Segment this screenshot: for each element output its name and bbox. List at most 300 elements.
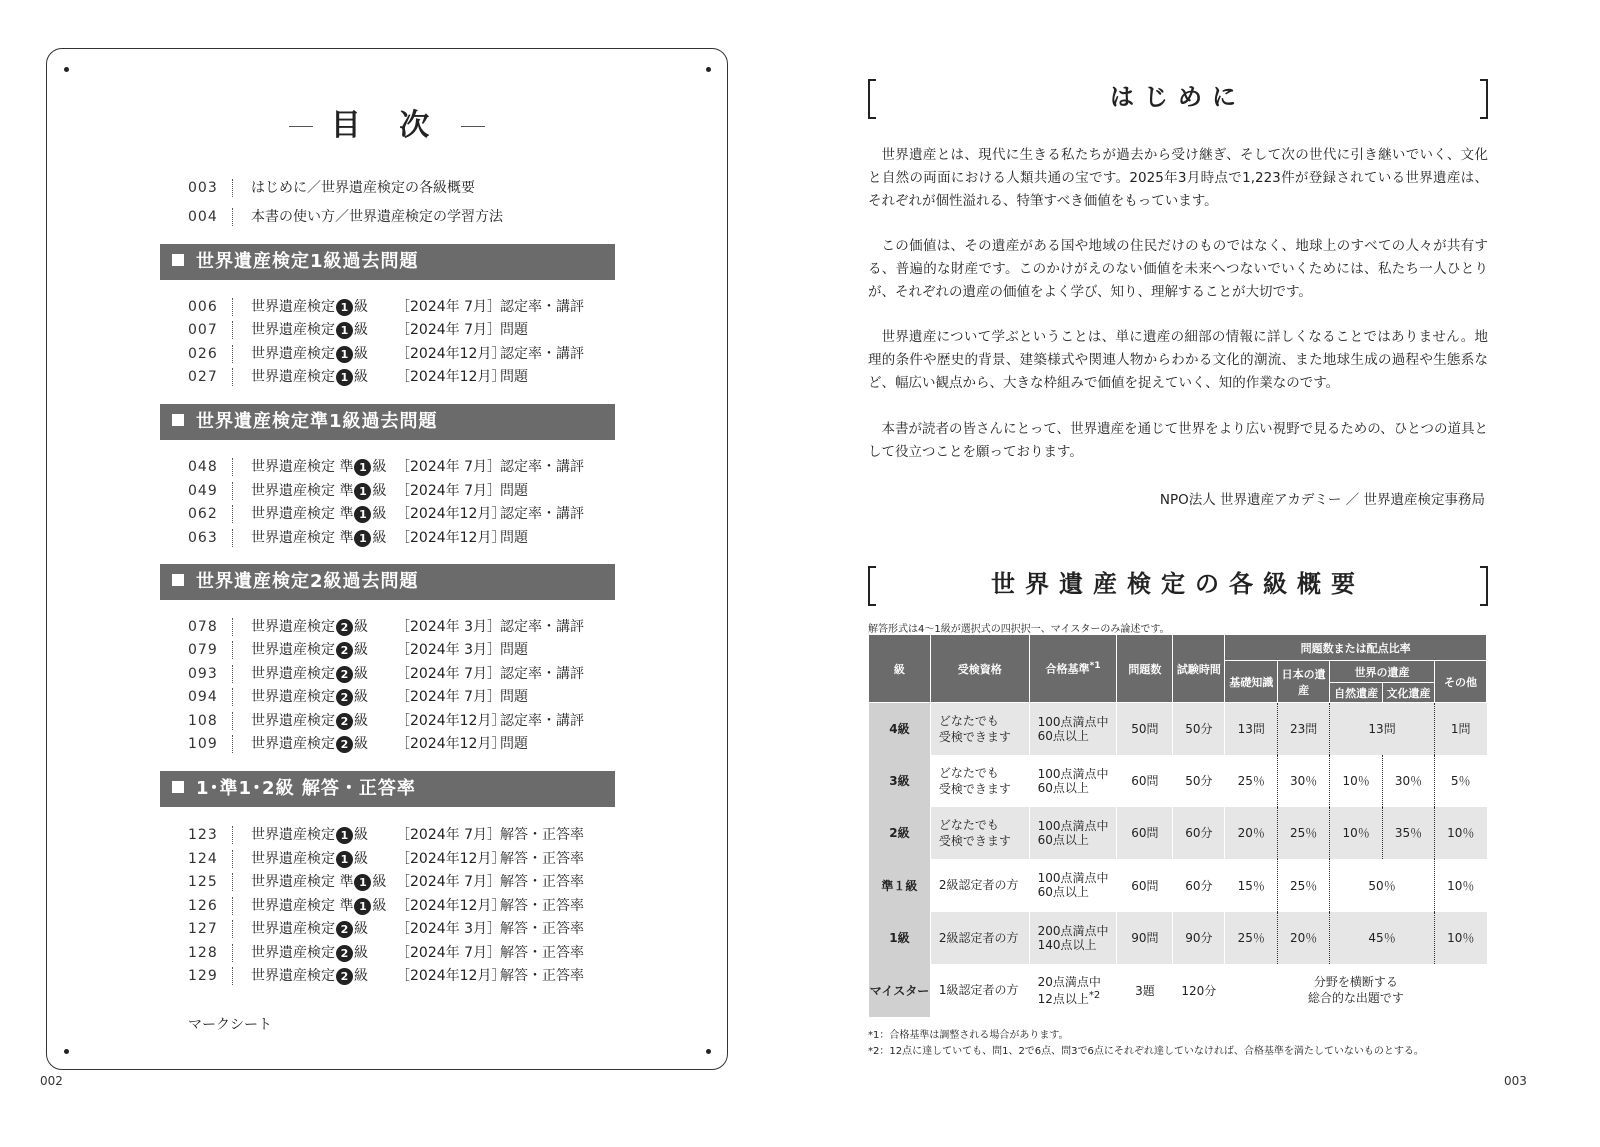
pass-cell — [1029, 807, 1117, 859]
eligibility-cell — [930, 912, 1029, 964]
cell-line-text: 60点以上 — [1037, 728, 1089, 743]
grade-suffix: 級 — [354, 369, 368, 385]
dotted-separator — [232, 641, 233, 659]
cell-line — [1038, 885, 1117, 899]
exam-name-text: 世界遺産検定 準 — [251, 483, 354, 499]
toc-exam-date: ［2024年 7月］ — [396, 666, 501, 682]
grade-number-badge: 1 — [336, 299, 353, 316]
toc-entry[interactable] — [188, 366, 528, 388]
toc-entry-kind: 問題 — [500, 689, 528, 705]
toc-entry-kind: 解答・正答率 — [500, 945, 584, 961]
toc-page-number: 126 — [188, 898, 218, 914]
toc-page-number: 049 — [188, 483, 218, 499]
header-questions: 問題数 — [1117, 635, 1173, 703]
eligibility-cell — [930, 703, 1029, 755]
exam-name-text: 世界遺産検定 — [251, 968, 335, 984]
toc-entry[interactable] — [188, 527, 528, 549]
answer-format-note: 解答形式は4～1級が選択式の四択択一、マイスターのみ論述です。 — [868, 624, 1170, 635]
grade-suffix: 級 — [354, 299, 368, 315]
header-ratio: 問題数または配点比率 — [1225, 635, 1487, 661]
exam-name-text: 世界遺産検定 — [251, 945, 335, 961]
grade-suffix: 級 — [354, 921, 368, 937]
time-cell: 50分 — [1173, 703, 1225, 755]
header-time: 試験時間 — [1173, 635, 1225, 703]
grade-suffix: 級 — [354, 713, 368, 729]
toc-exam-name — [251, 480, 396, 502]
footnote: *2：12点に達していても、問1、2で6点、問3で6点にそれぞれ達していなければ、合格基準を満たしていないものとする。 — [868, 1046, 1424, 1057]
cell-line: 総合的な出題です — [1307, 991, 1404, 1005]
toc-exam-name — [251, 616, 396, 638]
dotted-separator — [232, 735, 233, 753]
toc-exam-date: ［2024年12月］ — [396, 736, 506, 752]
time-cell: 60分 — [1173, 859, 1225, 912]
exam-name-text: 世界遺産検定 準 — [251, 459, 354, 475]
toc-entry-kind: 問題 — [500, 736, 528, 752]
eligibility-cell — [930, 964, 1029, 1017]
toc-entry[interactable] — [188, 733, 528, 755]
natural-cell: 10％ — [1330, 807, 1383, 859]
toc-exam-name — [251, 343, 396, 365]
grade-number-badge: 2 — [336, 945, 353, 962]
header-pass-text: 合格基準 — [1045, 662, 1090, 676]
toc-page-number: 027 — [188, 369, 218, 385]
toc-entry-kind: 問題 — [500, 369, 528, 385]
intro-paragraph: 世界遺産について学ぶということは、単に遺産の細部の情報に詳しくなることではありません。地理的条件や歴史的背景、建築様式や関連人物からわかる文化的潮流、また地球生成の過程や生態系など、幅広い観点から、大きな枠組みで価値を捉えていく、知的作業なのです。 — [868, 329, 1488, 391]
other-cell: 1問 — [1434, 703, 1486, 755]
cell-line-text: 100点満点中 — [1037, 871, 1109, 885]
toc-exam-name — [251, 527, 396, 549]
toc-entry[interactable] — [188, 710, 584, 732]
dotted-separator — [232, 920, 233, 938]
pass-cell — [1029, 703, 1117, 755]
intro-signature: NPO法人 世界遺産アカデミー ／ 世界遺産検定事務局 — [1159, 492, 1485, 508]
grade-number-badge: 1 — [336, 369, 353, 386]
cell-line: 2級認定者の方 — [938, 930, 1019, 945]
pass-cell — [1029, 964, 1117, 1017]
toc-page-number: 026 — [188, 346, 218, 362]
grade-number-badge: 2 — [336, 642, 353, 659]
cell-line — [1038, 767, 1117, 781]
toc-entry-kind: 認定率・講評 — [500, 619, 584, 635]
toc-entry-kind: 解答・正答率 — [500, 968, 584, 984]
toc-exam-date: ［2024年12月］ — [396, 369, 506, 385]
grade-number-badge: 2 — [336, 689, 353, 706]
toc-page-number: 128 — [188, 945, 218, 961]
questions-cell: 90問 — [1117, 912, 1173, 964]
dotted-separator — [232, 505, 233, 523]
toc-exam-date: ［2024年12月］ — [396, 851, 506, 867]
dotted-separator — [232, 298, 233, 316]
section-header-grade1 — [160, 244, 615, 280]
basic-cell: 15％ — [1225, 859, 1278, 912]
exam-name-text: 世界遺産検定 — [251, 689, 335, 705]
cell-line-text: 200点満点中 — [1037, 923, 1109, 938]
toc-entry[interactable] — [188, 824, 584, 846]
header-other: その他 — [1434, 661, 1486, 703]
toc-entry-kind: 認定率・講評 — [500, 713, 584, 729]
toc-exam-name — [251, 503, 396, 525]
cell-line: どなたでも — [938, 713, 999, 728]
world-cell: 50％ — [1330, 859, 1435, 912]
toc-exam-name — [251, 710, 396, 732]
toc-entry-kind: 問題 — [500, 530, 528, 546]
grade-row — [869, 703, 1487, 755]
grade-cell: 準１級 — [869, 859, 931, 912]
cell-line: 受検できます — [938, 833, 1011, 848]
grade-cell: 1級 — [869, 912, 931, 964]
grade-cell: マイスター — [869, 964, 931, 1017]
section-header-answers — [160, 771, 615, 807]
world-cell: 13問 — [1330, 703, 1435, 755]
toc-exam-name — [251, 733, 396, 755]
dotted-separator — [232, 368, 233, 386]
grade-number-badge: 2 — [336, 713, 353, 730]
dotted-separator — [232, 482, 233, 500]
toc-entry[interactable] — [188, 343, 584, 365]
exam-name-text: 世界遺産検定 準 — [251, 874, 354, 890]
cell-line: 分野を横断する — [1313, 975, 1398, 989]
cell-line: 受検できます — [938, 781, 1011, 796]
toc-entry[interactable] — [188, 663, 584, 685]
dotted-separator — [232, 944, 233, 962]
dotted-separator — [232, 897, 233, 915]
toc-entry-kind: 認定率・講評 — [500, 299, 584, 315]
square-icon — [172, 414, 184, 426]
toc-exam-name — [251, 895, 396, 917]
toc-exam-date: ［2024年12月］ — [396, 346, 506, 362]
pass-cell — [1029, 859, 1117, 912]
grade-number-badge: 1 — [336, 322, 353, 339]
header-cultural: 文化遺産 — [1383, 683, 1435, 703]
dotted-separator — [232, 688, 233, 706]
grade-suffix: 級 — [372, 506, 387, 522]
header-world: 世界の遺産 — [1330, 661, 1435, 683]
combined-cell — [1225, 964, 1487, 1017]
toc-exam-name — [251, 871, 396, 893]
toc-entry[interactable] — [188, 871, 584, 893]
toc-exam-date: ［2024年12月］ — [396, 713, 506, 729]
toc-page-number: 078 — [188, 619, 218, 635]
section-title: 世界遺産検定2級過去問題 — [196, 571, 419, 592]
page-number-right: 003 — [1504, 1074, 1527, 1088]
toc-exam-name — [251, 686, 396, 708]
cell-line: 2級認定者の方 — [938, 878, 1019, 892]
intro-paragraph: 本書が読者の皆さんにとって、世界遺産を通じて世界をより広い視野で見るための、ひとつの道具として役立つことを願っております。 — [868, 421, 1488, 460]
toc-title — [46, 100, 728, 144]
cell-line-text: 60点以上 — [1037, 780, 1089, 795]
basic-cell: 13問 — [1225, 703, 1278, 755]
footnote-mark: *1 — [1089, 660, 1101, 672]
toc-intro-entry[interactable] — [188, 206, 503, 228]
grade-number-badge: 1 — [354, 459, 371, 476]
exam-name-text: 世界遺産検定 準 — [251, 898, 354, 914]
toc-exam-name — [251, 848, 396, 870]
grade-row — [869, 755, 1487, 807]
toc-page-number: 062 — [188, 506, 218, 522]
exam-name-text: 世界遺産検定 — [251, 921, 335, 937]
toc-exam-date: ［2024年 3月］ — [396, 642, 501, 658]
toc-exam-name — [251, 918, 396, 940]
grade-suffix: 級 — [354, 689, 368, 705]
intro-paragraph: 世界遺産とは、現代に生きる私たちが過去から受け継ぎ、そして次の世代に引き継いでいく、文化と自然の両面における人類共通の宝です。2025年3月時点で1,223件が登録されている世界遺産は、それぞれが個性溢れる、特筆すべき価値をもっています。 — [868, 147, 1488, 209]
toc-entry[interactable] — [188, 918, 584, 940]
corner-dot — [706, 67, 711, 72]
grade-suffix: 級 — [354, 642, 368, 658]
toc-exam-date: ［2024年 7月］ — [396, 483, 501, 499]
toc-page-number: 108 — [188, 713, 218, 729]
eligibility-cell — [930, 859, 1029, 912]
toc-page-number: 093 — [188, 666, 218, 682]
grade-suffix: 級 — [354, 968, 368, 984]
toc-entry[interactable] — [188, 503, 584, 525]
grade-number-badge: 1 — [354, 530, 371, 547]
overview-title: 世界遺産検定の各級概要 — [991, 570, 1365, 598]
cell-line-text: 60点以上 — [1037, 832, 1089, 847]
grade-number-badge: 2 — [336, 968, 353, 985]
basic-cell: 25％ — [1225, 912, 1278, 964]
toc-page-number: 048 — [188, 459, 218, 475]
footnote: *1：合格基準は調整される場合があります。 — [868, 1030, 1069, 1041]
grade-suffix: 級 — [354, 346, 368, 362]
cell-line — [1038, 871, 1117, 885]
grade-number-badge: 1 — [354, 874, 371, 891]
toc-exam-date: ［2024年 7月］ — [396, 322, 501, 338]
other-cell: 10％ — [1434, 912, 1486, 964]
toc-entry[interactable] — [188, 895, 584, 917]
grade-suffix: 級 — [354, 945, 368, 961]
dotted-separator — [232, 967, 233, 985]
cell-line-text: 20点満点中 — [1037, 974, 1101, 989]
cell-line — [1038, 975, 1117, 989]
dotted-separator — [232, 850, 233, 868]
marksheet-entry[interactable]: マークシート — [188, 1017, 272, 1033]
toc-page-number: 094 — [188, 689, 218, 705]
grade-number-badge: 1 — [336, 851, 353, 868]
toc-exam-name — [251, 965, 396, 987]
questions-cell: 60問 — [1117, 807, 1173, 859]
toc-entry-kind: 認定率・講評 — [500, 346, 584, 362]
grade-suffix: 級 — [354, 666, 368, 682]
dotted-separator — [232, 321, 233, 339]
dotted-separator — [232, 873, 233, 891]
section-header-pre1 — [160, 404, 615, 440]
header-pass — [1029, 635, 1117, 703]
grade-number-badge: 1 — [354, 898, 371, 915]
cell-line — [1038, 819, 1117, 833]
exam-name-text: 世界遺産検定 準 — [251, 530, 354, 546]
questions-cell: 50問 — [1117, 703, 1173, 755]
toc-entry-kind: 認定率・講評 — [500, 666, 584, 682]
grade-suffix: 級 — [354, 827, 368, 843]
exam-name-text: 世界遺産検定 — [251, 736, 335, 752]
toc-entry[interactable] — [188, 296, 584, 318]
exam-name-text: 世界遺産検定 — [251, 827, 335, 843]
cell-line: 1級認定者の方 — [938, 983, 1019, 997]
toc-entry[interactable] — [188, 616, 584, 638]
dotted-separator — [232, 618, 233, 636]
toc-page-number: 079 — [188, 642, 218, 658]
grade-suffix: 級 — [372, 898, 387, 914]
exam-name-text: 世界遺産検定 — [251, 369, 335, 385]
title-dash — [461, 126, 485, 127]
cell-line — [1038, 715, 1117, 729]
exam-name-text: 世界遺産検定 — [251, 322, 335, 338]
toc-entry-text: 本書の使い方／世界遺産検定の学習方法 — [251, 209, 503, 225]
grade-suffix: 級 — [372, 459, 387, 475]
cell-line-text: 100点満点中 — [1037, 766, 1109, 781]
cell-line — [1038, 924, 1117, 938]
japan-cell: 23問 — [1278, 703, 1330, 755]
toc-page-number: 123 — [188, 827, 218, 843]
japan-cell: 20％ — [1278, 912, 1330, 964]
world-cell: 45％ — [1330, 912, 1435, 964]
cultural-cell: 30％ — [1383, 755, 1435, 807]
basic-cell: 20％ — [1225, 807, 1278, 859]
toc-exam-name — [251, 319, 396, 341]
dotted-separator — [232, 345, 233, 363]
toc-page-number: 004 — [188, 209, 218, 225]
toc-title-text: 目 次 — [330, 108, 444, 143]
toc-exam-name — [251, 456, 396, 478]
grade-cell: 4級 — [869, 703, 931, 755]
toc-entry[interactable] — [188, 942, 584, 964]
section-title: 世界遺産検定1級過去問題 — [196, 251, 419, 272]
pass-cell — [1029, 912, 1117, 964]
natural-cell: 10％ — [1330, 755, 1383, 807]
toc-exam-date: ［2024年 7月］ — [396, 874, 501, 890]
toc-entry-kind: 解答・正答率 — [500, 921, 584, 937]
japan-cell: 25％ — [1278, 859, 1330, 912]
grade-suffix: 級 — [354, 322, 368, 338]
toc-page-number: 125 — [188, 874, 218, 890]
grade-number-badge: 1 — [336, 827, 353, 844]
questions-cell: 60問 — [1117, 755, 1173, 807]
other-cell: 10％ — [1434, 807, 1486, 859]
toc-entry-kind: 問題 — [500, 642, 528, 658]
toc-exam-date: ［2024年 3月］ — [396, 619, 501, 635]
toc-page-number: 127 — [188, 921, 218, 937]
header-eligibility: 受検資格 — [930, 635, 1029, 703]
basic-cell: 25％ — [1225, 755, 1278, 807]
toc-exam-name — [251, 663, 396, 685]
toc-page-number: 003 — [188, 180, 218, 196]
toc-exam-date: ［2024年 3月］ — [396, 921, 501, 937]
right-bracket — [1480, 566, 1488, 606]
toc-entry[interactable] — [188, 686, 528, 708]
toc-entry[interactable] — [188, 639, 528, 661]
toc-page-number: 007 — [188, 322, 218, 338]
toc-entry-text: はじめに／世界遺産検定の各級概要 — [251, 180, 475, 196]
corner-dot — [64, 67, 69, 72]
cell-line-text: 60点以上 — [1037, 885, 1089, 899]
title-dash — [289, 126, 313, 127]
section-title: 1･準1･2級 解答・正答率 — [196, 778, 416, 799]
eligibility-cell — [930, 807, 1029, 859]
other-cell: 5％ — [1434, 755, 1486, 807]
toc-entry-kind: 解答・正答率 — [500, 851, 584, 867]
overview-heading — [868, 566, 1488, 604]
grade-cell: 2級 — [869, 807, 931, 859]
questions-cell: 3題 — [1117, 964, 1173, 1017]
eligibility-cell — [930, 755, 1029, 807]
toc-entry-kind: 認定率・講評 — [500, 506, 584, 522]
time-cell: 60分 — [1173, 807, 1225, 859]
corner-dot — [706, 1049, 711, 1054]
toc-entry[interactable] — [188, 965, 584, 987]
other-cell: 10％ — [1434, 859, 1486, 912]
toc-entry-kind: 解答・正答率 — [500, 874, 584, 890]
grade-row — [869, 912, 1487, 964]
toc-entry[interactable] — [188, 480, 528, 502]
cell-line-text: 100点満点中 — [1037, 818, 1109, 833]
toc-exam-name — [251, 639, 396, 661]
header-grade: 級 — [869, 635, 931, 703]
exam-name-text: 世界遺産検定 — [251, 346, 335, 362]
intro-paragraph: この価値は、その遺産がある国や地域の住民だけのものではなく、地球上のすべての人々が共有する、普遍的な財産です。このかけがえのない価値を未来へつないでいくためには、私たち一人ひとりが、それぞれの遺産の価値をよく学び、知り、理解することが大切です。 — [868, 238, 1488, 300]
toc-page-number: 124 — [188, 851, 218, 867]
toc-exam-date: ［2024年12月］ — [396, 506, 506, 522]
toc-entry[interactable] — [188, 456, 584, 478]
japan-cell: 25％ — [1278, 807, 1330, 859]
toc-exam-date: ［2024年 7月］ — [396, 459, 501, 475]
time-cell: 120分 — [1173, 964, 1225, 1017]
toc-exam-name — [251, 824, 396, 846]
cell-line: どなたでも — [938, 817, 999, 832]
page-number-left: 002 — [40, 1074, 63, 1088]
toc-entry[interactable] — [188, 848, 584, 870]
dotted-separator — [232, 826, 233, 844]
toc-page-number: 063 — [188, 530, 218, 546]
grade-row — [869, 807, 1487, 859]
toc-entry-kind: 問題 — [500, 483, 528, 499]
grade-number-badge: 1 — [354, 483, 371, 500]
cell-line — [1038, 729, 1117, 743]
intro-heading — [868, 79, 1488, 117]
grade-suffix: 級 — [372, 530, 387, 546]
cell-line-text: 100点満点中 — [1037, 714, 1109, 729]
grade-suffix: 級 — [372, 874, 387, 890]
japan-cell: 30％ — [1278, 755, 1330, 807]
toc-exam-date: ［2024年 7月］ — [396, 299, 501, 315]
intro-title: はじめに — [1110, 83, 1246, 111]
toc-page-number: 006 — [188, 299, 218, 315]
dotted-separator — [232, 665, 233, 683]
toc-entry[interactable] — [188, 319, 528, 341]
toc-page-number: 129 — [188, 968, 218, 984]
exam-name-text: 世界遺産検定 — [251, 666, 335, 682]
grade-number-badge: 2 — [336, 666, 353, 683]
toc-exam-name — [251, 942, 396, 964]
header-basic: 基礎知識 — [1225, 661, 1278, 703]
cell-line — [1038, 938, 1117, 952]
grade-suffix: 級 — [354, 619, 368, 635]
corner-dot — [64, 1049, 69, 1054]
cultural-cell: 35％ — [1383, 807, 1435, 859]
grade-suffix: 級 — [354, 851, 368, 867]
toc-intro-entry[interactable] — [188, 177, 475, 199]
dotted-separator — [232, 179, 233, 197]
toc-exam-date: ［2024年 7月］ — [396, 945, 501, 961]
header-japan: 日本の遺産 — [1278, 661, 1330, 703]
dotted-separator — [232, 529, 233, 547]
toc-entry-kind: 解答・正答率 — [500, 898, 584, 914]
cell-line: 受検できます — [938, 729, 1011, 744]
toc-exam-name — [251, 296, 396, 318]
time-cell: 50分 — [1173, 755, 1225, 807]
toc-entry-kind: 問題 — [500, 322, 528, 338]
grade-number-badge: 2 — [336, 921, 353, 938]
questions-cell: 60問 — [1117, 859, 1173, 912]
